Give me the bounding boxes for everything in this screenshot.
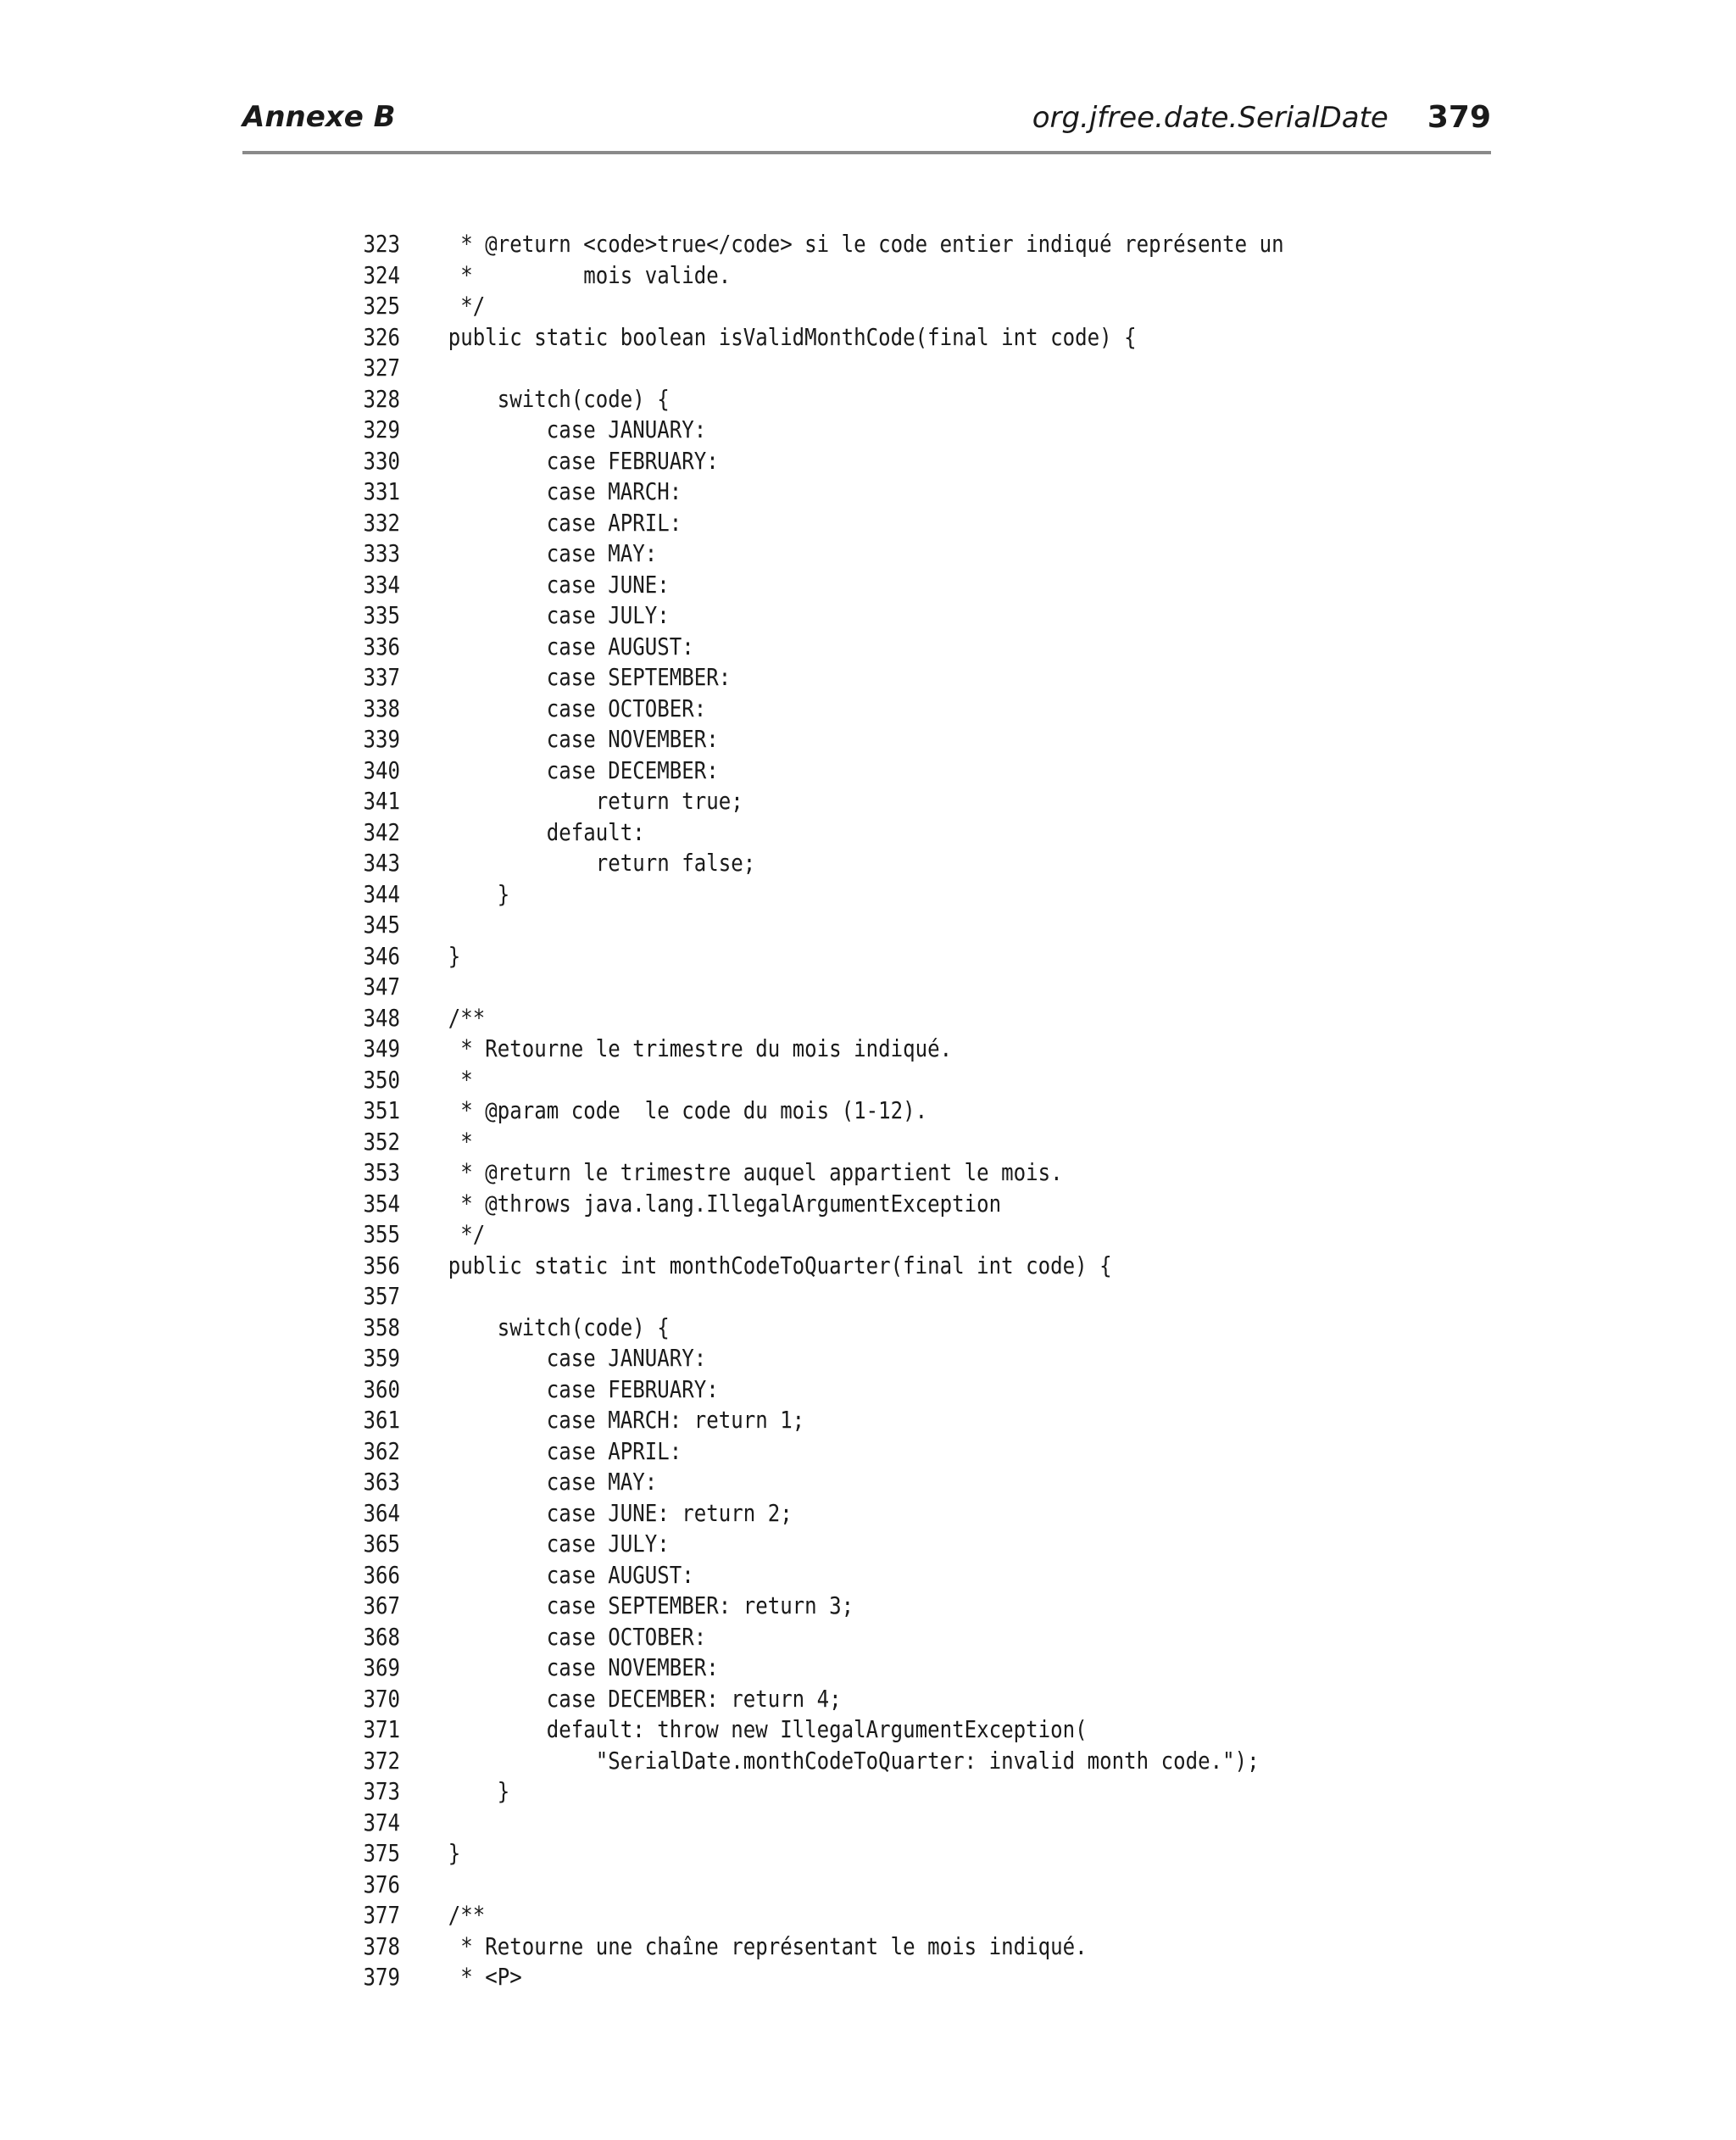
code-line: [288, 1251, 1475, 1282]
code-line: [288, 384, 1475, 415]
code-line: [288, 322, 1475, 354]
line-code: default: throw new IllegalArgumentException(: [448, 1715, 1088, 1743]
line-number: 369: [363, 1653, 400, 1681]
line-code: }: [448, 941, 461, 970]
line-number: 352: [363, 1127, 400, 1156]
line-code: * mois valide.: [448, 260, 732, 289]
line-code: case NOVEMBER:: [448, 1653, 719, 1681]
line-number: 367: [363, 1591, 400, 1619]
page-header: [242, 95, 1491, 146]
code-line: [288, 291, 1475, 322]
line-number: 354: [363, 1189, 400, 1218]
line-number: 331: [363, 477, 400, 505]
line-code: }: [448, 1777, 510, 1805]
line-number: 346: [363, 941, 400, 970]
line-number: 345: [363, 911, 400, 939]
code-line: [288, 1870, 1475, 1901]
line-number: 335: [363, 601, 400, 629]
code-line: [288, 662, 1475, 694]
line-code: [400, 910, 448, 941]
line-code: * Retourne le trimestre du mois indiqué.: [448, 1034, 953, 1062]
line-number: 328: [363, 384, 400, 413]
line-number: 337: [363, 663, 400, 691]
code-line: [288, 1560, 1475, 1591]
code-line: [288, 1095, 1475, 1127]
line-code: case JANUARY:: [448, 1344, 707, 1372]
line-code: case OCTOBER:: [448, 1622, 707, 1651]
line-code: case JUNE:: [448, 570, 670, 599]
code-line: [288, 724, 1475, 755]
code-line: [288, 1467, 1475, 1498]
line-number: 353: [363, 1158, 400, 1186]
line-code: case JUNE: return 2;: [448, 1498, 793, 1527]
line-number: 340: [363, 755, 400, 784]
line-code: public static int monthCodeToQuarter(final int code) {: [448, 1251, 1112, 1279]
line-number: 371: [363, 1715, 400, 1743]
line-number: 361: [363, 1406, 400, 1434]
line-code: case DECEMBER: return 4;: [448, 1684, 842, 1713]
line-number: 378: [363, 1931, 400, 1960]
code-line: [288, 476, 1475, 508]
line-code: */: [448, 1220, 486, 1248]
line-code: [400, 1870, 448, 1901]
code-line: [288, 1436, 1475, 1468]
code-line: [288, 1808, 1475, 1839]
code-line: [288, 1065, 1475, 1096]
line-code: return false;: [448, 849, 756, 877]
code-line: [288, 879, 1475, 911]
line-code: * @param code le code du mois (1-12).: [448, 1096, 928, 1124]
line-code: case JANUARY:: [448, 415, 707, 443]
line-code: [400, 1281, 448, 1312]
line-code: * @return <code>true</code> si le code entier indiqué représente un: [448, 230, 1284, 258]
code-line: [288, 755, 1475, 787]
line-code: case APRIL:: [448, 1436, 682, 1465]
code-line: [288, 538, 1475, 570]
line-number: 325: [363, 292, 400, 320]
code-line: [288, 1838, 1475, 1870]
code-line: [288, 1776, 1475, 1808]
code-line: [288, 1343, 1475, 1374]
line-number: 338: [363, 694, 400, 722]
code-listing: [288, 229, 1475, 1993]
code-line: [288, 229, 1475, 260]
line-code: * <P>: [448, 1963, 522, 1991]
line-number: 341: [363, 787, 400, 815]
code-line: [288, 1652, 1475, 1684]
code-line: [288, 632, 1475, 663]
header-right-group: [1032, 100, 1491, 135]
line-code: /**: [448, 1901, 486, 1929]
line-code: case MAY:: [448, 1468, 658, 1496]
line-number: 372: [363, 1746, 400, 1775]
code-line: [288, 600, 1475, 632]
code-line: [288, 1591, 1475, 1622]
line-code: * @return le trimestre auquel appartient le mois.: [448, 1158, 1063, 1186]
code-line: [288, 508, 1475, 539]
line-number: 356: [363, 1251, 400, 1279]
line-number: 329: [363, 415, 400, 443]
code-line: [288, 1714, 1475, 1746]
code-line: [288, 353, 1475, 384]
code-line: [288, 1003, 1475, 1034]
line-number: 363: [363, 1468, 400, 1496]
section-label: Annexe B: [242, 100, 396, 134]
line-number: 347: [363, 972, 400, 1000]
line-number: 350: [363, 1065, 400, 1094]
code-line: [288, 570, 1475, 601]
line-number: 368: [363, 1622, 400, 1651]
line-code: *: [448, 1127, 473, 1156]
line-number: 339: [363, 725, 400, 753]
line-code: case MARCH:: [448, 477, 682, 505]
line-code: }: [448, 1839, 461, 1867]
line-code: * @throws java.lang.IllegalArgumentException: [448, 1189, 1002, 1218]
line-number: 343: [363, 849, 400, 877]
page-number: 379: [1427, 100, 1491, 135]
code-line: [288, 786, 1475, 817]
line-code: "SerialDate.monthCodeToQuarter: invalid month code.");: [448, 1746, 1260, 1775]
line-code: case JULY:: [448, 1530, 670, 1558]
line-number: 348: [363, 1003, 400, 1032]
line-code: }: [448, 879, 510, 908]
line-code: case SEPTEMBER:: [448, 663, 732, 691]
code-line: [288, 694, 1475, 725]
line-code: case SEPTEMBER: return 3;: [448, 1591, 854, 1619]
line-code: switch(code) {: [448, 1312, 670, 1341]
line-code: [400, 353, 448, 384]
code-line: [288, 1127, 1475, 1158]
line-code: default:: [448, 817, 645, 846]
code-line: [288, 1312, 1475, 1344]
line-code: /**: [448, 1003, 486, 1032]
line-number: 379: [363, 1963, 400, 1991]
line-number: 357: [363, 1282, 400, 1310]
code-line: [288, 1529, 1475, 1560]
line-number: 342: [363, 817, 400, 846]
line-number: 377: [363, 1901, 400, 1929]
code-line: [288, 941, 1475, 972]
line-code: return true;: [448, 787, 743, 815]
line-number: 336: [363, 632, 400, 660]
line-code: */: [448, 292, 486, 320]
line-number: 375: [363, 1839, 400, 1867]
code-line: [288, 1157, 1475, 1189]
line-code: switch(code) {: [448, 384, 670, 413]
code-line: [288, 1281, 1475, 1312]
line-number: 365: [363, 1530, 400, 1558]
code-line: [288, 1034, 1475, 1065]
line-number: 327: [363, 354, 400, 382]
header-rule: [242, 151, 1491, 154]
code-line: [288, 1900, 1475, 1931]
line-code: case APRIL:: [448, 508, 682, 537]
code-line: [288, 910, 1475, 941]
code-line: [288, 1498, 1475, 1530]
running-title: org.jfree.date.SerialDate: [1032, 101, 1388, 135]
code-line: [288, 1962, 1475, 1993]
line-number: 323: [363, 230, 400, 258]
code-line: [288, 1374, 1475, 1406]
code-line: [288, 1219, 1475, 1251]
code-line: [288, 1405, 1475, 1436]
code-line: [288, 446, 1475, 477]
line-number: 332: [363, 508, 400, 537]
line-code: case DECEMBER:: [448, 755, 719, 784]
line-number: 373: [363, 1777, 400, 1805]
line-number: 358: [363, 1312, 400, 1341]
line-number: 344: [363, 879, 400, 908]
line-number: 360: [363, 1374, 400, 1403]
line-number: 334: [363, 570, 400, 599]
line-code: case FEBRUARY:: [448, 446, 719, 475]
line-code: case MARCH: return 1;: [448, 1406, 805, 1434]
line-code: *: [448, 1065, 473, 1094]
line-number: 351: [363, 1096, 400, 1124]
line-code: case NOVEMBER:: [448, 725, 719, 753]
code-line: [288, 1622, 1475, 1653]
code-line: [288, 848, 1475, 879]
line-code: case OCTOBER:: [448, 694, 707, 722]
code-line: [288, 1684, 1475, 1715]
line-number: 364: [363, 1498, 400, 1527]
line-number: 330: [363, 446, 400, 475]
line-number: 359: [363, 1344, 400, 1372]
line-code: case FEBRUARY:: [448, 1374, 719, 1403]
line-number: 366: [363, 1560, 400, 1589]
code-line: [288, 1931, 1475, 1963]
line-number: 326: [363, 322, 400, 351]
line-number: 376: [363, 1870, 400, 1898]
code-line: [288, 260, 1475, 292]
line-code: * Retourne une chaîne représentant le mois indiqué.: [448, 1931, 1088, 1960]
line-number: 362: [363, 1436, 400, 1465]
line-code: case JULY:: [448, 601, 670, 629]
code-line: [288, 415, 1475, 446]
code-line: [288, 817, 1475, 849]
code-line: [288, 1746, 1475, 1777]
line-number: 333: [363, 539, 400, 567]
line-number: 374: [363, 1808, 400, 1836]
line-code: case AUGUST:: [448, 1560, 694, 1589]
line-code: case MAY:: [448, 539, 658, 567]
line-number: 324: [363, 260, 400, 289]
line-code: [400, 972, 448, 1003]
code-line: [288, 1189, 1475, 1220]
line-code: [400, 1808, 448, 1839]
line-number: 370: [363, 1684, 400, 1713]
line-code: case AUGUST:: [448, 632, 694, 660]
code-line: [288, 972, 1475, 1003]
line-number: 349: [363, 1034, 400, 1062]
line-number: 355: [363, 1220, 400, 1248]
line-code: public static boolean isValidMonthCode(final int code) {: [448, 322, 1137, 351]
